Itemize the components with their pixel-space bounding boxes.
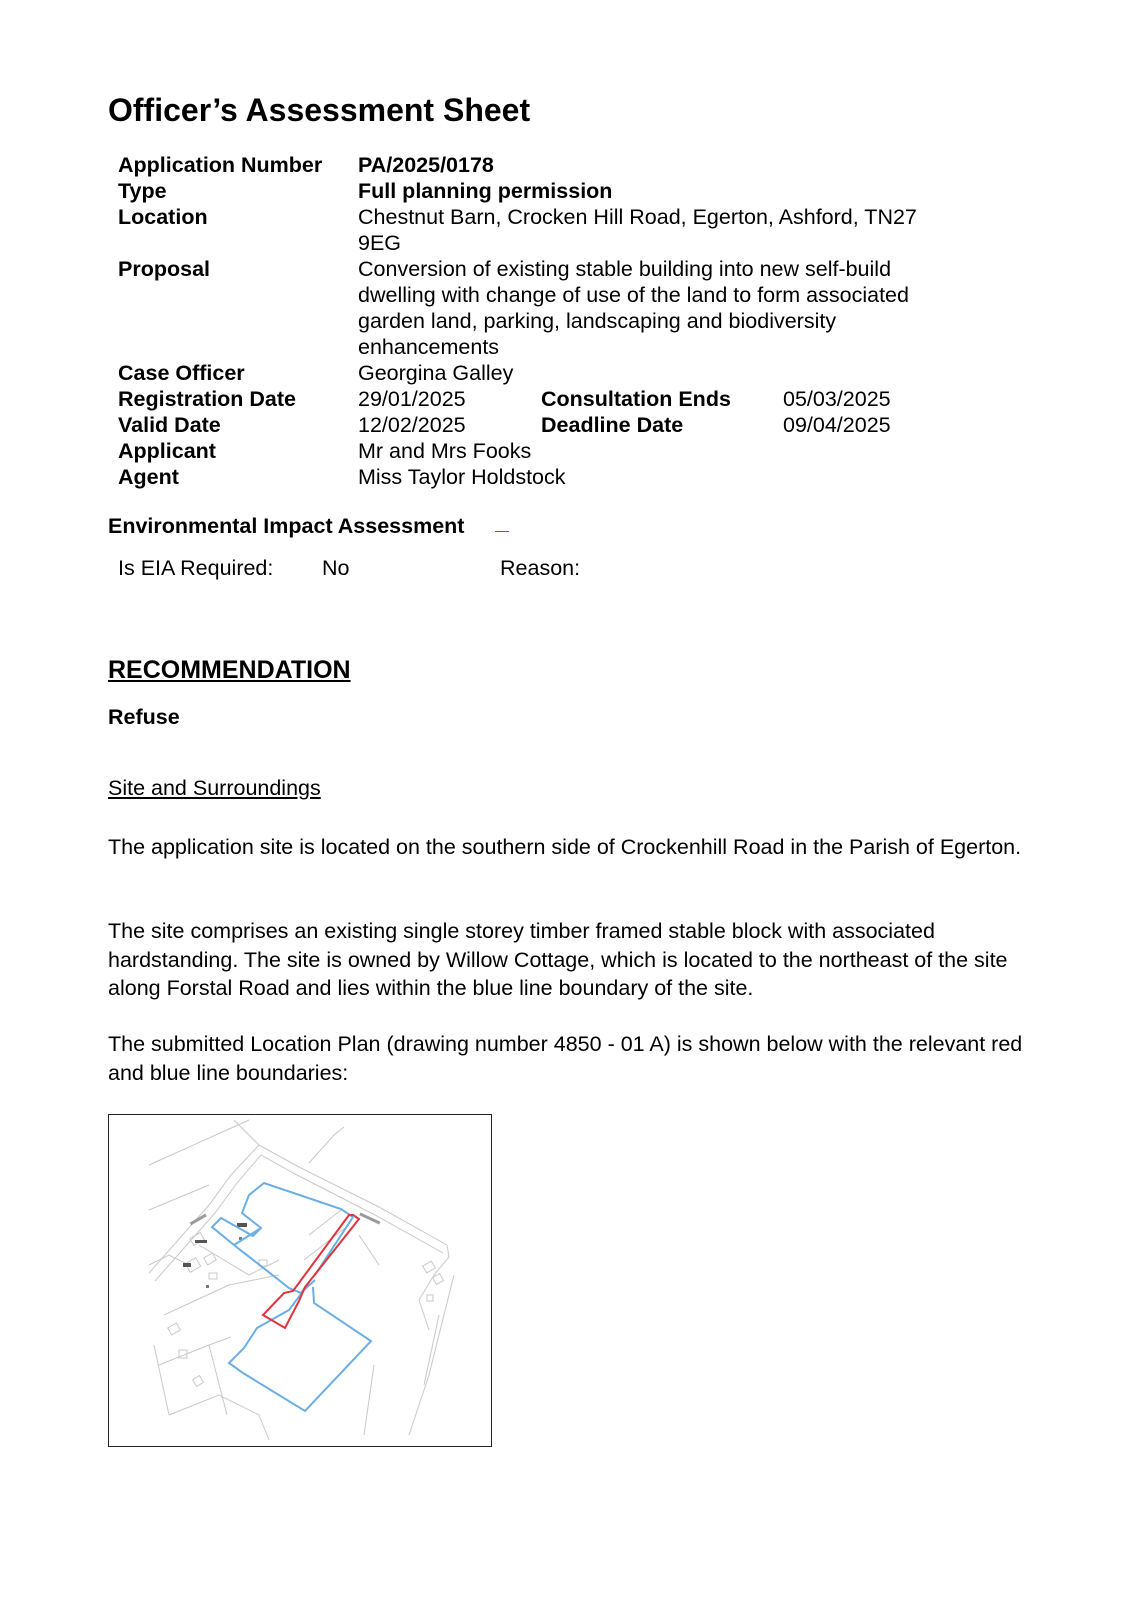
agent-value: Miss Taylor Holdstock <box>358 465 566 489</box>
site-paragraph-3: The submitted Location Plan (drawing number 4850 - 01 A) is shown below with the relevant red and blue line boundaries: <box>108 1032 1023 1085</box>
type-row <box>118 178 960 204</box>
recommendation-value: Refuse <box>108 705 180 729</box>
consultation-ends-label: Consultation Ends <box>541 387 731 411</box>
site-paragraph-2: The site comprises an existing single storey timber framed stable block with associated hardstanding. The site is owned by Willow Cottage, which is located to the northeast of the site along Forstal Road and lies within the blue line boundary of the site. <box>108 919 1008 1000</box>
location-row <box>118 204 960 256</box>
eia-row <box>118 556 580 581</box>
page-title: Officer’s Assessment Sheet <box>108 92 531 128</box>
site-surroundings-heading: Site and Surroundings <box>108 776 321 800</box>
case-officer-row <box>118 360 960 386</box>
location-plan-map <box>108 1114 492 1447</box>
agent-label: Agent <box>118 465 179 489</box>
deadline-date-value: 09/04/2025 <box>783 413 891 437</box>
proposal-label: Proposal <box>118 257 210 281</box>
blue-line-inner <box>234 1217 353 1275</box>
eia-heading: Environmental Impact Assessment <box>108 514 465 538</box>
case-officer-value: Georgina Galley <box>358 361 514 385</box>
applicant-value: Mr and Mrs Fooks <box>358 439 532 463</box>
location-value: Chestnut Barn, Crocken Hill Road, Egerton, Ashford, TN27 9EG <box>358 205 917 255</box>
valid-date-label: Valid Date <box>118 413 221 437</box>
valid-row <box>118 412 960 438</box>
site-paragraph-1: The application site is located on the southern side of Crockenhill Road in the Parish of Egerton. <box>108 835 1022 859</box>
deadline-date-label: Deadline Date <box>541 413 684 437</box>
type-value: Full planning permission <box>358 179 613 203</box>
application-number-value: PA/2025/0178 <box>358 153 494 177</box>
proposal-value: Conversion of existing stable building into new self-build dwelling with change of use of the land to form associated garden land, parking, landscaping and biodiversity enhancements <box>358 257 909 359</box>
recommendation-heading: RECOMMENDATION <box>108 656 351 684</box>
map-labels <box>183 1212 380 1288</box>
type-label: Type <box>118 179 167 203</box>
eia-question: Is EIA Required: <box>118 556 274 580</box>
applicant-label: Applicant <box>118 439 216 463</box>
application-number-label: Application Number <box>118 153 323 177</box>
eia-answer: No <box>322 556 350 580</box>
registration-date-value: 29/01/2025 <box>358 387 466 411</box>
agent-row <box>118 464 960 490</box>
applicant-row <box>118 438 960 464</box>
application-number-row <box>118 152 960 178</box>
consultation-ends-value: 05/03/2025 <box>783 387 891 411</box>
registration-date-label: Registration Date <box>118 387 297 411</box>
valid-date-value: 12/02/2025 <box>358 413 466 437</box>
registration-row <box>118 386 960 412</box>
case-officer-label: Case Officer <box>118 361 245 385</box>
application-details <box>118 152 960 490</box>
eia-red-mark <box>495 531 509 532</box>
proposal-row <box>118 256 960 360</box>
location-label: Location <box>118 205 208 229</box>
eia-reason-label: Reason: <box>500 556 581 580</box>
red-line-boundary <box>263 1215 359 1328</box>
